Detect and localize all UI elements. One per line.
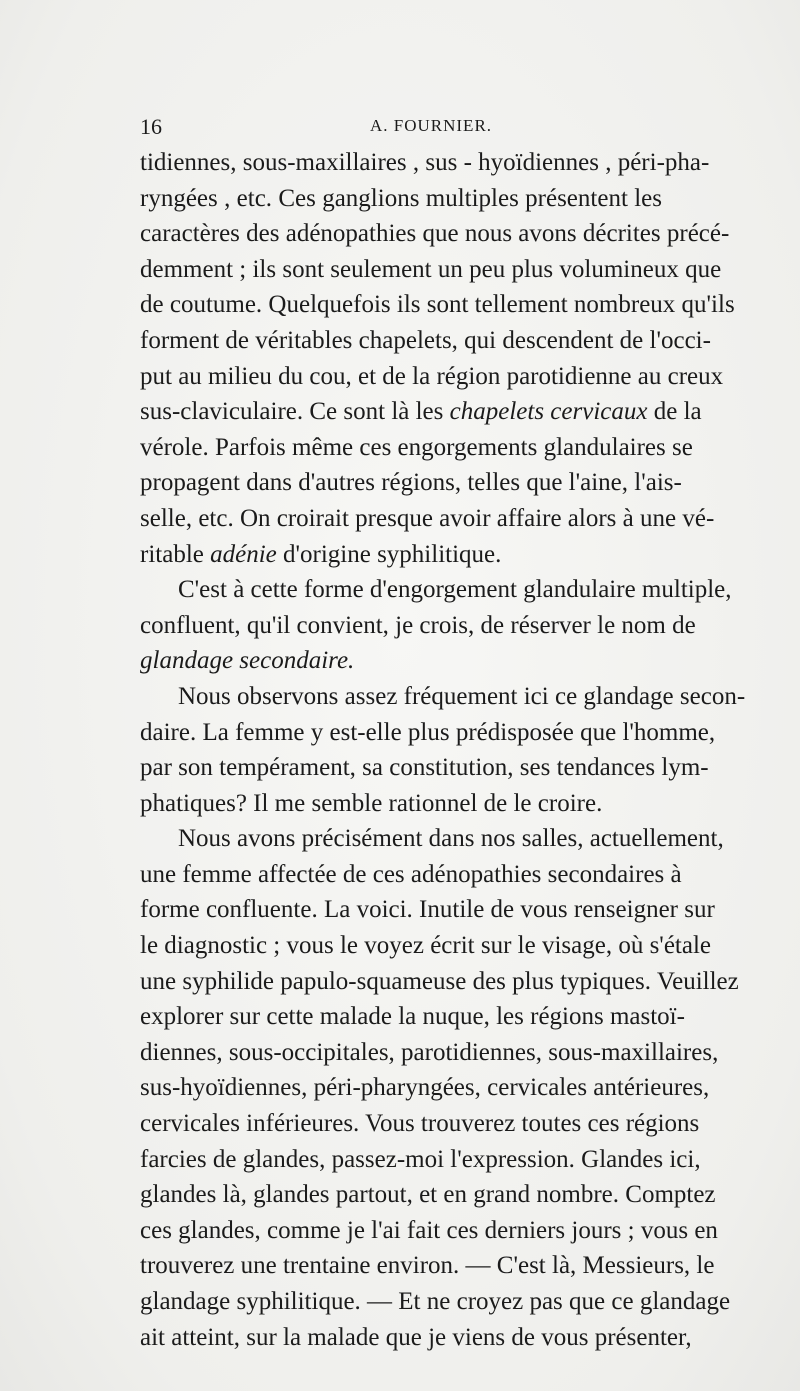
text-line bbox=[140, 359, 724, 395]
text-segment: caractères des adénopathies que nous avons décrites précé- bbox=[140, 220, 730, 248]
italic-text: adénie bbox=[210, 540, 277, 568]
text-line bbox=[140, 821, 724, 857]
text-segment: sus-hyoïdiennes, péri-pharyngées, cervicales antérieures, bbox=[140, 1074, 710, 1102]
text-segment: ritable bbox=[140, 540, 211, 568]
text-segment: vérole. Parfois même ces engorgements glandulaires se bbox=[140, 433, 693, 461]
italic-text: glandage secondaire. bbox=[140, 647, 355, 675]
text-line bbox=[140, 608, 696, 644]
text-line bbox=[140, 465, 682, 501]
text-line bbox=[140, 1070, 710, 1106]
text-segment: confluent, qu'il convient, je crois, de réserver le nom de bbox=[140, 611, 696, 639]
page-number: 16 bbox=[140, 114, 162, 139]
text-segment: diennes, sous-occipitales, parotidiennes, sous-maxillaires, bbox=[140, 1038, 719, 1066]
text-line bbox=[140, 430, 693, 466]
text-segment: explorer sur cette malade la nuque, les régions mastoï- bbox=[140, 1003, 685, 1031]
text-segment: le diagnostic ; vous le voyez écrit sur le visage, où s'étale bbox=[140, 932, 711, 960]
text-line bbox=[140, 1142, 701, 1178]
text-line bbox=[140, 999, 685, 1035]
text-line bbox=[140, 181, 662, 217]
text-segment: sus-claviculaire. Ce sont là les bbox=[140, 398, 450, 426]
text-line bbox=[140, 1035, 719, 1071]
text-segment: par son tempérament, sa constitution, ses tendances lym- bbox=[140, 754, 709, 782]
text-line bbox=[140, 679, 746, 715]
text-segment: glandes là, glandes partout, et en grand nombre. Comptez bbox=[140, 1181, 716, 1209]
text-line bbox=[140, 715, 716, 751]
text-segment: selle, etc. On croirait presque avoir affaire alors à une vé- bbox=[140, 504, 715, 532]
text-segment: glandage syphilitique. — Et ne croyez pas que ce glandage bbox=[140, 1288, 731, 1315]
text-segment: forme confluente. La voici. Inutile de vous renseigner sur bbox=[140, 896, 715, 924]
text-line bbox=[140, 1320, 692, 1356]
running-head: A. FOURNIER. bbox=[370, 116, 493, 135]
text-line bbox=[140, 750, 709, 786]
text-line bbox=[140, 145, 710, 181]
text-segment: cervicales inférieures. Vous trouverez toutes ces régions bbox=[140, 1110, 700, 1138]
body-text bbox=[140, 145, 746, 1355]
text-segment: propagent dans d'autres régions, telles que l'aine, l'ais- bbox=[140, 469, 682, 497]
text-line bbox=[140, 572, 732, 608]
text-line bbox=[140, 287, 735, 323]
text-line bbox=[140, 892, 715, 928]
text-segment: phatiques? Il me semble rationnel de le croire. bbox=[140, 789, 603, 817]
text-segment: ryngées , etc. Ces ganglions multiples présentent les bbox=[140, 184, 662, 212]
text-line bbox=[140, 643, 662, 679]
italic-text: chapelets cervicaux bbox=[449, 398, 648, 426]
text-segment: farcies de glandes, passez-moi l'expression. Glandes ici, bbox=[140, 1145, 701, 1173]
text-line bbox=[140, 1284, 731, 1320]
text-segment: de coutume. Quelquefois ils sont tellement nombreux qu'ils bbox=[140, 291, 735, 319]
text-line bbox=[140, 857, 682, 893]
text-segment: Nous observons assez fréquement ici ce glandage secon- bbox=[178, 682, 746, 710]
text-segment: une syphilide papulo-squameuse des plus typiques. Veuillez bbox=[140, 967, 739, 995]
text-line bbox=[140, 786, 662, 822]
text-segment: tidiennes, sous-maxillaires , sus - hyoïdiennes , péri-pha- bbox=[140, 149, 710, 176]
text-segment: d'origine syphilitique. bbox=[276, 540, 502, 568]
text-line bbox=[140, 1177, 716, 1213]
text-line bbox=[140, 537, 662, 573]
page-header bbox=[140, 114, 660, 142]
text-line bbox=[140, 501, 715, 537]
text-segment: put au milieu du cou, et de la région parotidienne au creux bbox=[140, 362, 724, 390]
text-line bbox=[140, 394, 702, 430]
text-line bbox=[140, 928, 711, 964]
text-line bbox=[140, 964, 739, 1000]
text-segment: daire. La femme y est-elle plus prédisposée que l'homme, bbox=[140, 718, 716, 746]
text-segment: une femme affectée de ces adénopathies secondaires à bbox=[140, 860, 682, 888]
text-line bbox=[140, 1213, 718, 1249]
text-line bbox=[140, 252, 722, 288]
text-segment: trouverez une trentaine environ. — C'est là, Messieurs, le bbox=[140, 1252, 715, 1280]
text-segment: demment ; ils sont seulement un peu plus volumineux que bbox=[140, 255, 722, 283]
text-segment: de la bbox=[647, 398, 702, 426]
text-segment: forment de véritables chapelets, qui descendent de l'occi- bbox=[140, 326, 711, 354]
text-segment: C'est à cette forme d'engorgement glandulaire multiple, bbox=[178, 576, 732, 604]
text-segment: ait atteint, sur la malade que je viens de vous présenter, bbox=[140, 1323, 692, 1351]
text-line bbox=[140, 216, 730, 252]
text-line bbox=[140, 1248, 715, 1284]
text-line bbox=[140, 1106, 700, 1142]
text-segment: Nous avons précisément dans nos salles, actuellement, bbox=[178, 825, 724, 853]
text-line bbox=[140, 323, 711, 359]
text-segment: ces glandes, comme je l'ai fait ces derniers jours ; vous en bbox=[140, 1216, 718, 1244]
